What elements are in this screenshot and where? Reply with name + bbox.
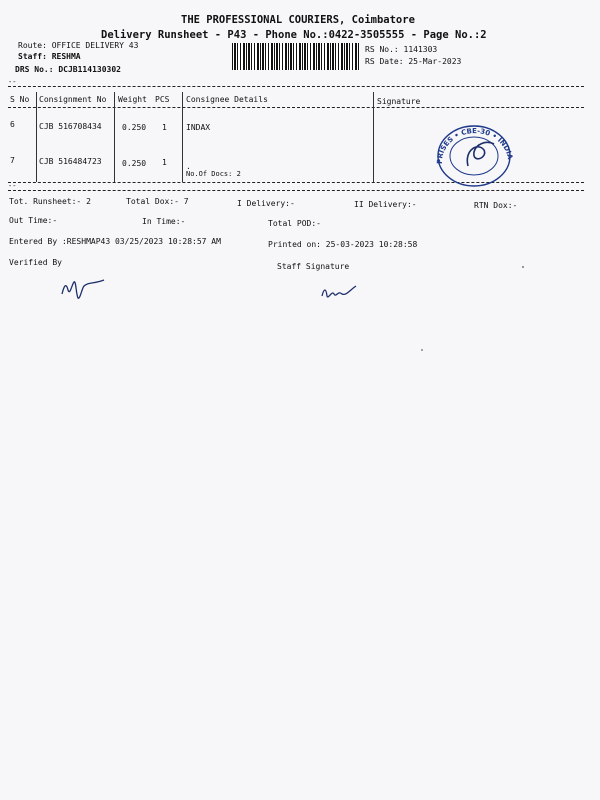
route-label: Route: OFFICE DELIVERY 43 [18, 41, 139, 50]
row-weight: 0.250 [122, 123, 147, 132]
printed-on: Printed on: 25-03-2023 10:28:58 [268, 240, 418, 249]
rs-date: RS Date: 25-Mar-2023 [365, 57, 462, 66]
row-consignment: CJB 516708434 [39, 122, 102, 131]
no-of-docs: No.Of Docs: 2 [186, 170, 241, 178]
separator [8, 190, 584, 191]
barcode [232, 43, 360, 70]
company-stamp [428, 120, 516, 188]
col-header-consignment: Consignment No [39, 95, 107, 104]
drs-number: DRS No.: DCJB114130302 [15, 65, 121, 74]
in-time: In Time:- [142, 217, 186, 226]
row-pcs: 1 [162, 158, 167, 167]
second-delivery: II Delivery:- [354, 200, 417, 209]
staff-label: Staff: RESHMA [18, 52, 81, 61]
rtn-dox: RTN Dox:- [474, 201, 518, 210]
col-header-weight: Weight [118, 95, 147, 104]
row-consignment: CJB 516484723 [39, 157, 102, 166]
verified-signature [58, 272, 108, 302]
verified-by-label: Verified By [9, 258, 62, 267]
row-weight: 0.250 [122, 159, 147, 168]
col-header-pcs: PCS [155, 95, 170, 104]
staff-signature [318, 282, 360, 302]
total-dox: Total Dox:- 7 [126, 197, 189, 206]
col-header-signature: Signature [377, 97, 421, 106]
first-delivery: I Delivery:- [237, 199, 295, 208]
entered-by: Entered By :RESHMAP43 03/25/2023 10:28:57 AM [9, 237, 221, 246]
row-pcs: 1 [162, 123, 167, 132]
col-header-consignee: Consignee Details [186, 95, 268, 104]
rs-number: RS No.: 1141303 [365, 45, 438, 54]
total-pod: Total POD:- [268, 219, 321, 228]
col-header-sno: S No [10, 95, 30, 104]
separator [8, 86, 584, 87]
row-sno: 7 [10, 156, 15, 165]
svg-text:PRISES • CBE-30 • INDIA: PRISES • CBE-30 • INDIA [435, 127, 514, 165]
row-sno: 6 [10, 120, 15, 129]
row-consignee: . [186, 162, 191, 171]
runsheet-title: Delivery Runsheet - P43 - Phone No.:0422-3505555 - Page No.:2 [101, 29, 487, 41]
total-runsheet: Tot. Runsheet:- 2 [9, 197, 91, 206]
out-time: Out Time:- [9, 216, 58, 225]
separator [8, 107, 584, 108]
staff-signature-label: Staff Signature [277, 262, 350, 271]
company-name: THE PROFESSIONAL COURIERS, Coimbatore [181, 14, 415, 26]
row-consignee: INDAX [186, 123, 211, 132]
